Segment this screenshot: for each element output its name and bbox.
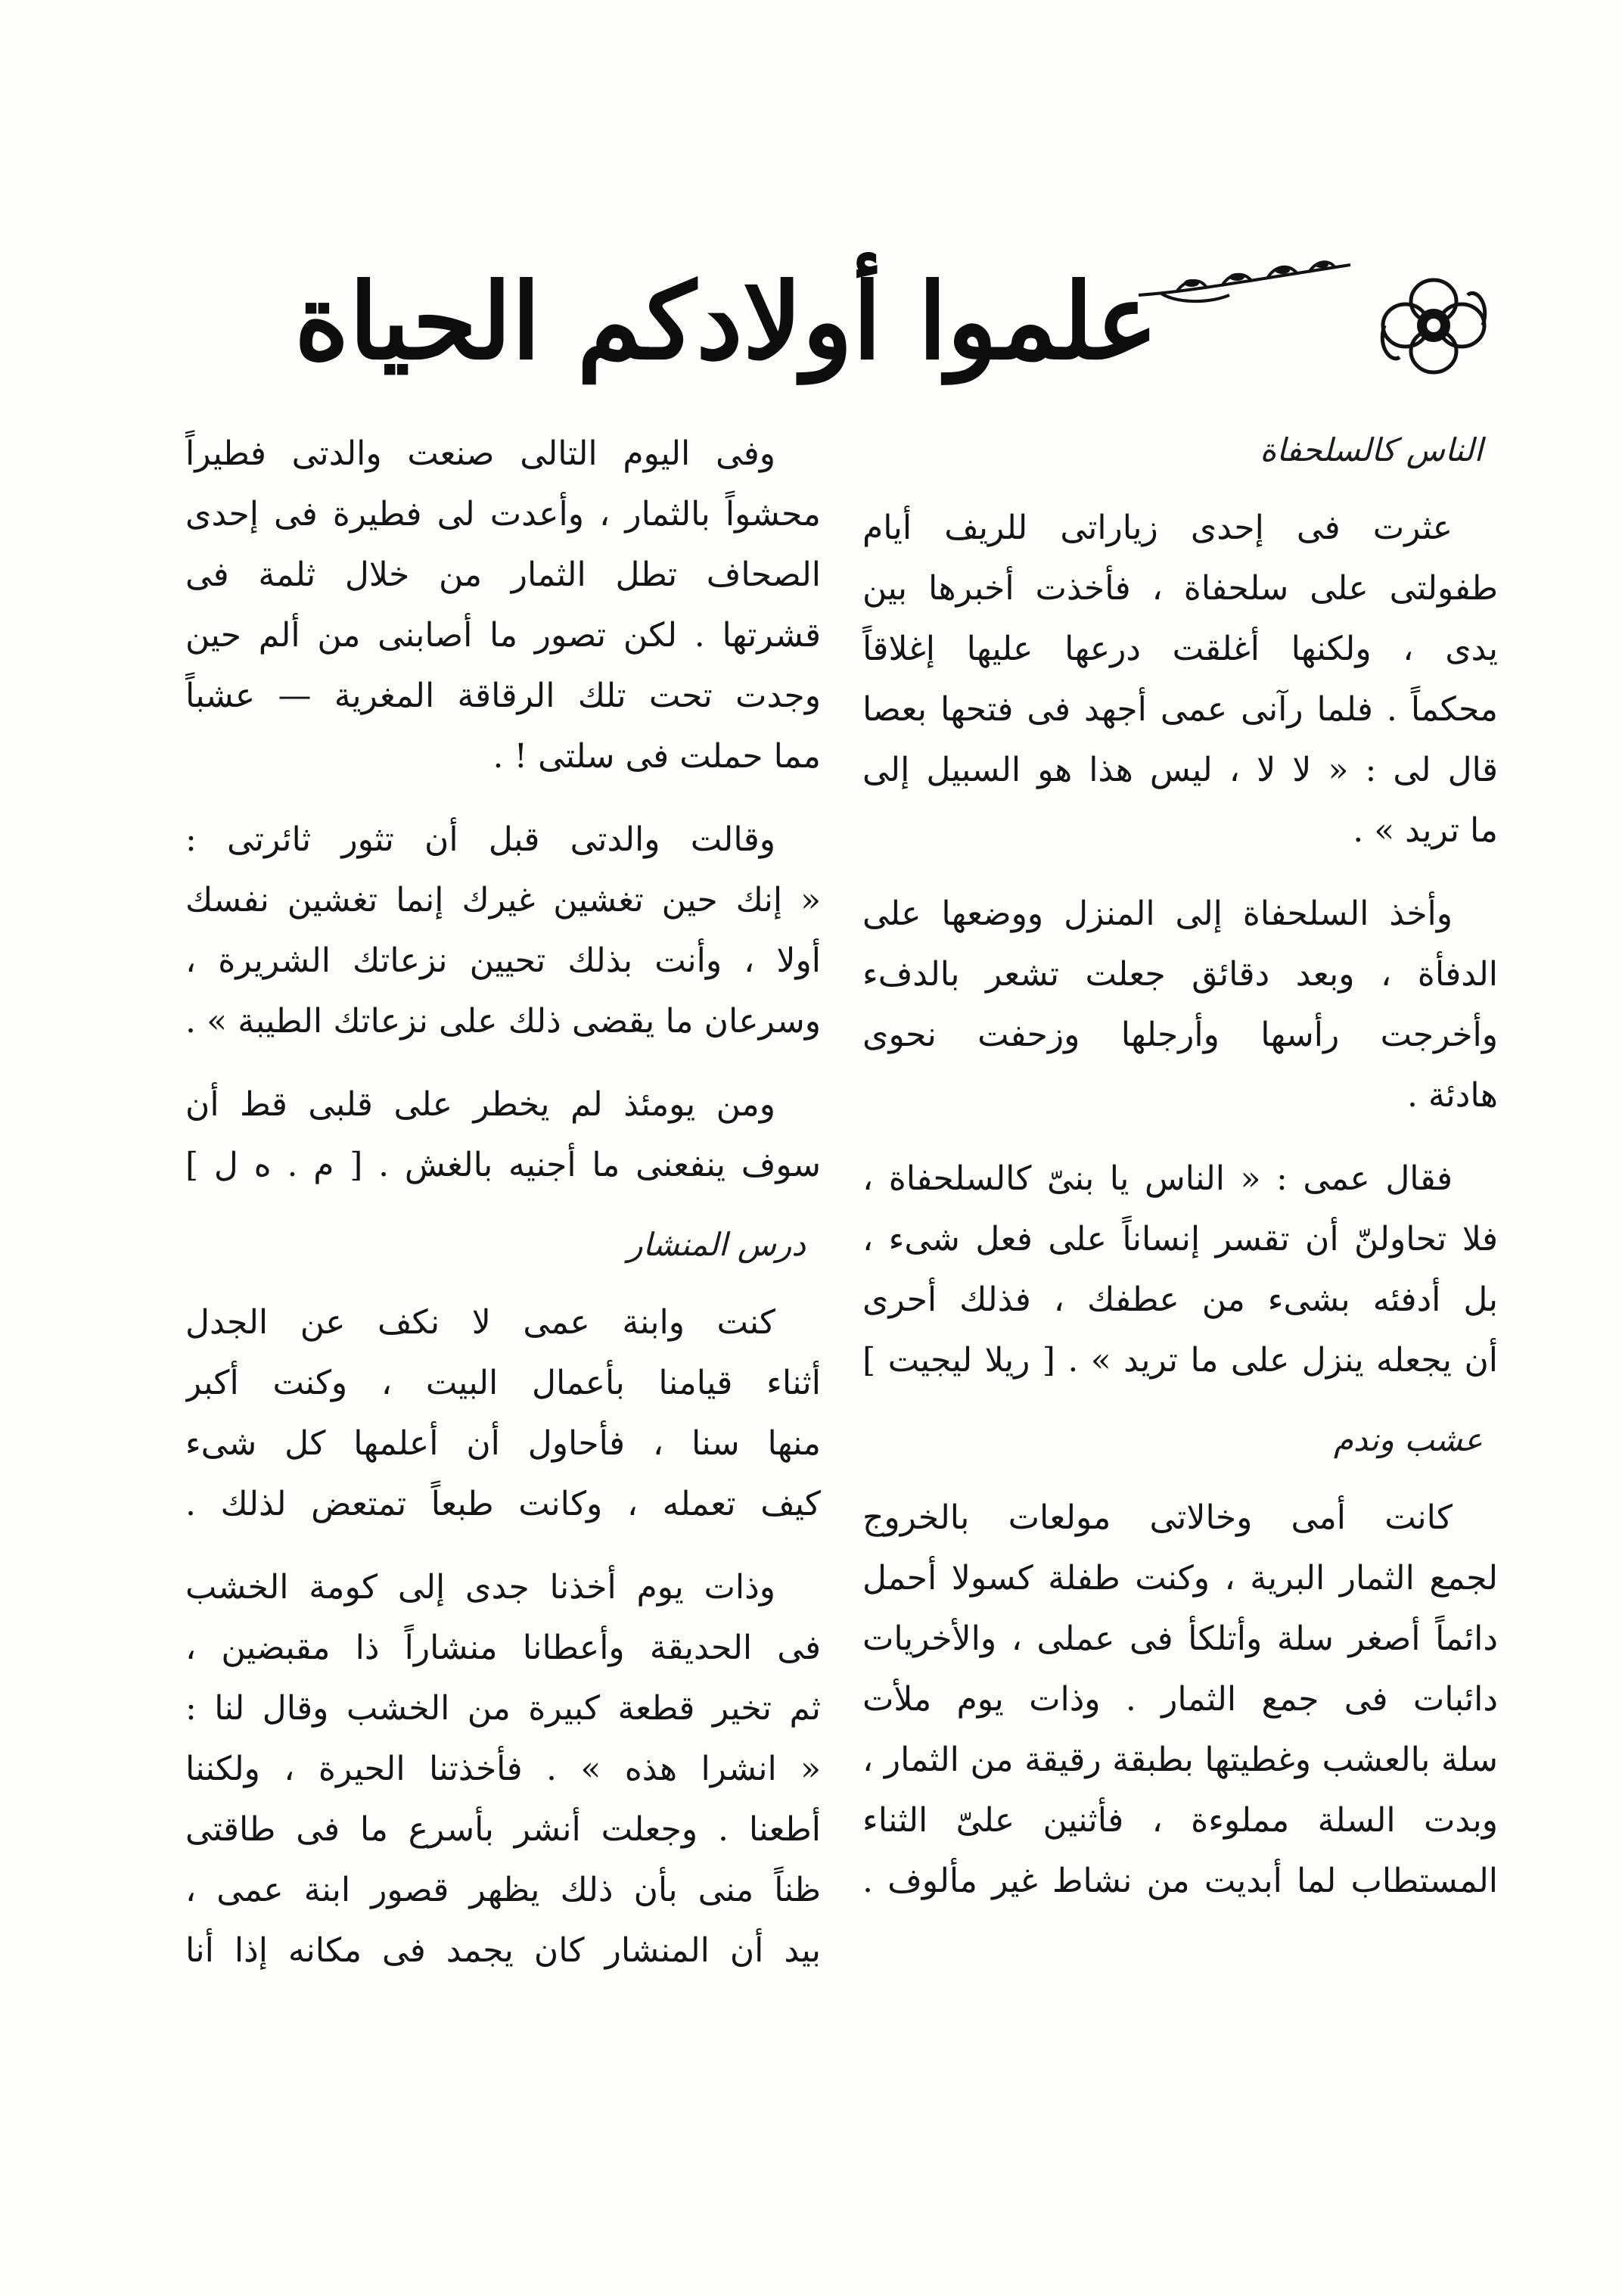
paragraph	[185, 424, 821, 787]
text-line: كيف تعمله ، وكانت طبعاً تمتعض لذلك .	[185, 1485, 821, 1523]
text-line: محكماً . فلما رآنى عمى أجهد فى فتحها بعصا	[862, 690, 1498, 729]
text-line: سلة بالعشب وغطيتها بطبقة رقيقة من الثمار ،	[862, 1741, 1498, 1779]
text-line: لجمع الثمار البرية ، وكنت طفلة كسولا أحمل	[862, 1559, 1498, 1598]
text-line: ظناً منى بأن ذلك يظهر قصور ابنة عمى ،	[185, 1871, 821, 1909]
text-line: مما حملت فى سلتى ! .	[493, 737, 821, 776]
text-line: « إنك حين تغشين غيرك إنما تغشين نفسك	[185, 881, 821, 919]
text-line: المستطاب لما أبديت من نشاط غير مألوف .	[862, 1862, 1498, 1900]
page-title: علموا أولادكم الحياة	[294, 260, 1158, 383]
text-line: وسرعان ما يقضى ذلك على نزعاتك الطيبة » .	[185, 1002, 821, 1041]
right-column	[862, 424, 1498, 2240]
text-line: قال لى : « لا لا ، ليس هذا هو السبيل إلى	[862, 751, 1498, 789]
text-line: وفى اليوم التالى صنعت والدتى فطيراً	[185, 434, 775, 473]
text-line: وبدت السلة مملوءة ، فأثنين علىّ الثناء	[862, 1801, 1498, 1840]
text-line: يدى ، ولكنها أغلقت درعها عليها إغلاقاً	[862, 630, 1498, 668]
text-line: دائبات فى جمع الثمار . وذات يوم ملأت	[862, 1680, 1498, 1719]
text-line: فقال عمى : « الناس يا بنىّ كالسلحفاة ،	[862, 1159, 1453, 1198]
text-line: ثم تخير قطعة كبيرة من الخشب وقال لنا :	[185, 1689, 821, 1728]
text-line: أثناء قيامنا بأعمال البيت ، وكنت أكبر	[185, 1364, 821, 1402]
paragraph	[185, 1557, 821, 1981]
text-line: سوف ينفعنى ما أجنيه بالغش . [ م . ه ل ]	[185, 1146, 821, 1184]
text-line: دائماً أصغر سلة وأتلكأ فى عملى ، والأخريات	[862, 1619, 1498, 1658]
paragraph	[862, 884, 1498, 1126]
text-line: أولا ، وأنت بذلك تحيين نزعاتك الشريرة ،	[185, 941, 821, 980]
paragraph	[862, 1488, 1498, 1912]
text-line: وجدت تحت تلك الرقاقة المغرية — عشباً	[185, 677, 821, 715]
text-line: الصحاف تطل الثمار من خلال ثلمة فى	[185, 555, 821, 594]
paragraph	[185, 810, 821, 1052]
section-heading: درس المنشار	[627, 1226, 806, 1263]
paragraph	[185, 1293, 821, 1535]
text-line: عثرت فى إحدى زياراتى للريف أيام	[862, 509, 1453, 547]
paragraph	[185, 1075, 821, 1196]
text-line: طفولتى على سلحفاة ، فأخذت أخبرها بين	[862, 569, 1498, 608]
text-line: كانت أمى وخالاتى مولعات بالخروج	[862, 1498, 1453, 1537]
text-line: بل أدفئه بشىء من عطفك ، فذلك أحرى	[862, 1280, 1498, 1319]
section-heading: عشب وندم	[1333, 1421, 1483, 1458]
text-line: قشرتها . لكن تصور ما أصابنى من ألم حين	[185, 616, 821, 655]
text-line: أطعنا . وجعلت أنشر بأسرع ما فى طاقتى	[185, 1810, 821, 1849]
text-line: ما تريد » .	[1353, 811, 1498, 850]
flower-ornament-icon	[1377, 272, 1490, 378]
text-line: كنت وابنة عمى لا نكف عن الجدل	[185, 1303, 775, 1342]
text-line: الدفأة ، وبعد دقائق جعلت تشعر بالدفء	[862, 955, 1498, 994]
text-line: فلا تحاولنّ أن تقسر إنساناً على فعل شىء ،	[862, 1220, 1498, 1258]
text-line: وأخذ السلحفاة إلى المنزل ووضعها على	[862, 894, 1453, 933]
text-line: هادئة .	[1406, 1076, 1498, 1115]
text-line: محشواً بالثمار ، وأعدت لى فطيرة فى إحدى	[185, 495, 821, 534]
text-line: فى الحديقة وأعطانا منشاراً ذا مقبضين ،	[185, 1629, 821, 1667]
text-line: بيد أن المنشار كان يجمد فى مكانه إذا أنا	[185, 1931, 821, 1970]
masthead	[166, 250, 1490, 394]
paragraph	[862, 1149, 1498, 1391]
section-heading: الناس كالسلحفاة	[1260, 431, 1483, 468]
text-line: أن يجعله ينزل على ما تريد » . [ ريلا ليجيت ]	[862, 1341, 1498, 1380]
text-line: منها سنا ، فأحاول أن أعلمها كل شىء	[185, 1424, 821, 1463]
text-line: وقالت والدتى قبل أن تثور ثائرتى :	[185, 820, 775, 859]
text-line: ومن يومئذ لم يخطر على قلبى قط أن	[185, 1085, 775, 1124]
left-column	[185, 424, 821, 2240]
text-line: وأخرجت رأسها وأرجلها وزحفت نحوى	[862, 1016, 1498, 1054]
text-line: « انشرا هذه » . فأخذتنا الحيرة ، ولكننا	[185, 1750, 821, 1788]
text-line: وذات يوم أخذنا جدى إلى كومة الخشب	[185, 1568, 775, 1607]
paragraph	[862, 498, 1498, 861]
